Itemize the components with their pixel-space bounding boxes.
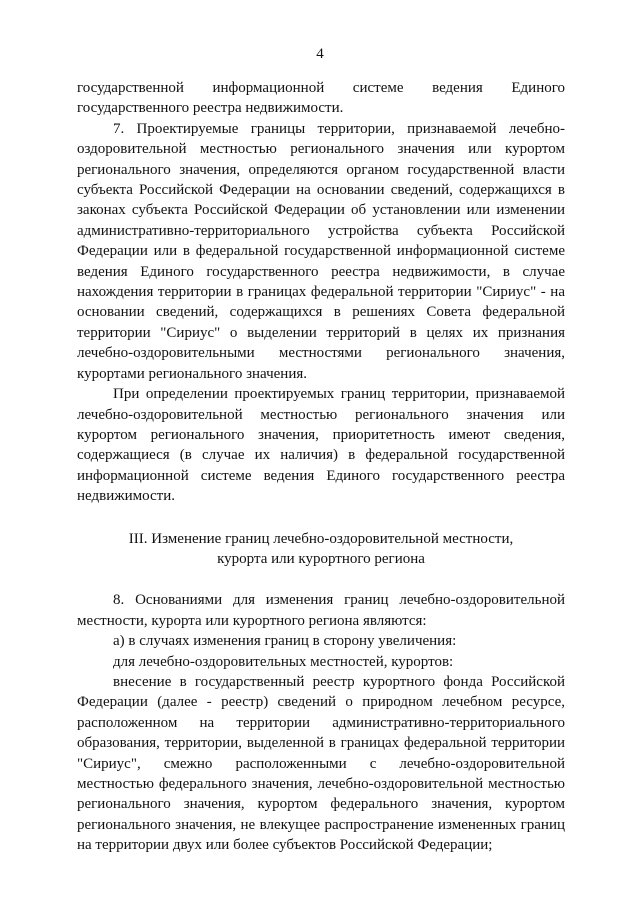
paragraph-item-8: 8. Основаниями для изменения границ лечебно-оздоровительной местности, курорта или курортного региона являются:: [77, 592, 565, 629]
section-heading: [77, 529, 565, 570]
section-heading-line-1: III. Изменение границ лечебно-оздоровительной местности,: [128, 530, 514, 547]
paragraph-resorts-intro: для лечебно-оздоровительных местностей, курортов:: [113, 653, 454, 670]
paragraph-priority: При определении проектируемых границ территории, признаваемой лечебно-оздоровительной местностью регионального значения или курортом регионального значения, приоритетность имеют сведения, содержащиеся (в случае их наличия) в федеральной государственной информационной системе ведения Единого государственного реестра недвижимости.: [77, 386, 565, 505]
paragraph-item-7: 7. Проектируемые границы территории, признаваемой лечебно-оздоровительной местностью регионального значения или курортом регионального значения, определяются органом государственной власти субъекта Российской Федерации на основании сведений, содержащихся в законах субъекта Российской Федерации об установлении или изменении административно-территориального устройства субъекта Российской Федерации или в федеральной государственной информационной системе ведения Единого государственного реестра недвижимости, в случае нахождения территории в границах федеральной территории "Сириус" - на основании сведений, содержащихся в решениях Совета федеральной территории "Сириус" о выделении территорий в целях их признания лечебно-оздоровительными местностями регионального значения, курортами регионального значения.: [77, 120, 565, 382]
section-heading-line-2: курорта или курортного региона: [217, 550, 425, 567]
paragraph-registry-entry: внесение в государственный реестр курортного фонда Российской Федерации (далее - реестр) сведений о природном лечебном ресурсе, расположенном на территории административно-территориального образования, территории, выделенной в границах федеральной территории "Сириус", смежно расположенными с лечебно-оздоровительной местностью федерального значения, лечебно-оздоровительной местностью регионального значения, курортом федерального значения, курортом регионального значения, не влекущее распространение измененных границ на территории двух или более субъектов Российской Федерации;: [77, 673, 565, 854]
page-number: 4: [316, 46, 324, 62]
paragraph-subitem-a: а) в случаях изменения границ в сторону увеличения:: [113, 633, 457, 650]
document-body: [77, 78, 565, 856]
paragraph-continuation: государственной информационной системе ведения Единого государственного реестра недвижимости.: [77, 80, 565, 117]
